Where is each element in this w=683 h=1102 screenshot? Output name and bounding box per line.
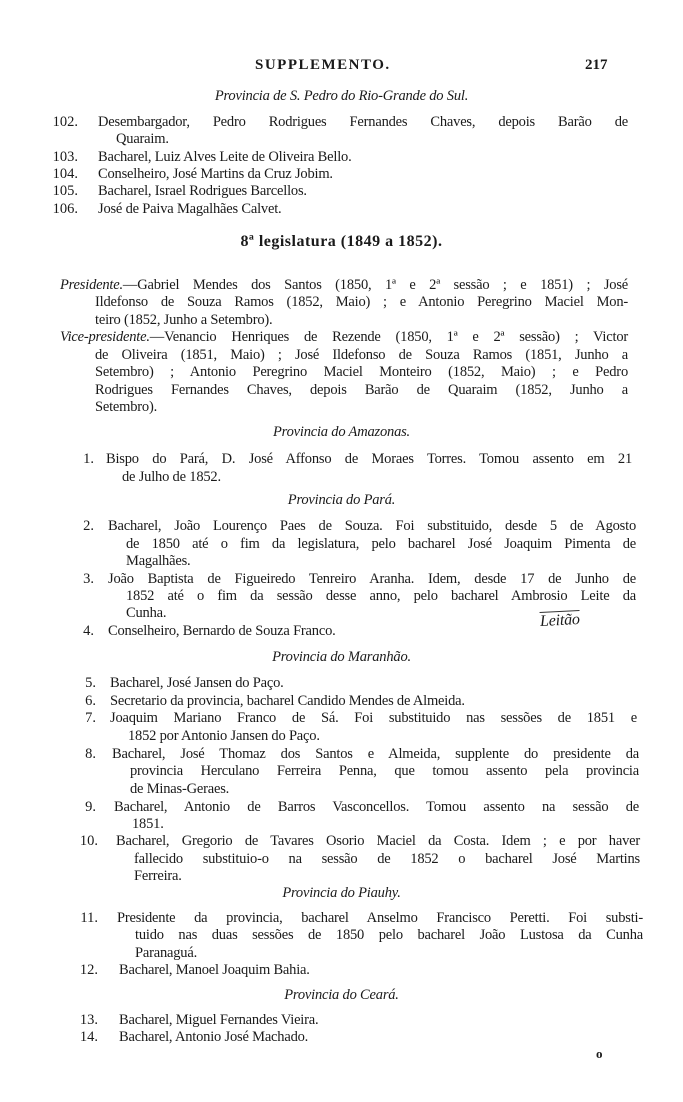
entry-text: de Minas-Geraes. [130, 781, 230, 797]
legislature-heading: 8ª legislatura (1849 a 1852). [240, 233, 443, 250]
president-text: —Gabriel Mendes dos Santos (1850, 1ª e 2ª sessão ; e 1851) ; José [122, 277, 628, 293]
president-text: Ildefonso de Souza Ramos (1852, Maio) ; e Antonio Peregrino Maciel Mon- [95, 294, 628, 310]
entry-text: Presidente da provincia, bacharel Anselmo Francisco Peretti. Foi substi- [117, 910, 643, 926]
entry-text: Bispo do Pará, D. José Affonso de Moraes Torres. Tomou assento em 21 [106, 451, 632, 467]
page-number: 217 [585, 57, 608, 73]
section-heading: Provincia do Maranhão. [272, 649, 411, 665]
entry-text: 1852 até o fim da sessão desse anno, pelo bacharel Ambrosio Leite da [126, 588, 636, 604]
entry-number: 6. [85, 693, 96, 709]
entry-text: Bacharel, José Thomaz dos Santos e Almeida, supplente do presidente da [112, 746, 639, 762]
entry-text: Conselheiro, Bernardo de Souza Franco. [108, 623, 336, 639]
section-heading: Provincia do Ceará. [284, 987, 399, 1003]
entry-text: Ferreira. [134, 868, 182, 884]
entry-number: 5. [85, 675, 96, 691]
vice-president-text: —Venancio Henriques de Rezende (1850, 1ª e 2ª sessão) ; Victor [149, 329, 628, 345]
vice-president-text: Rodrigues Fernandes Chaves, depois Barão de Quaraim (1852, Junho a [95, 382, 628, 398]
president-text: teiro (1852, Junho a Setembro). [95, 312, 273, 328]
president-line [60, 276, 628, 294]
entry-text: fallecido substituio-o na sessão de 1852 o bacharel José Martins [134, 851, 640, 867]
entry-number: 10. [79, 833, 98, 849]
entry-text: Secretario da provincia, bacharel Candido Mendes de Almeida. [110, 693, 465, 709]
entry-number: 103. [52, 149, 78, 165]
entry-number: 12. [79, 962, 98, 978]
entry-text: Bacharel, Miguel Fernandes Vieira. [119, 1012, 319, 1028]
entry-number: 2. [83, 518, 94, 534]
entry-number: 9. [85, 799, 96, 815]
entry-text: Bacharel, Manoel Joaquim Bahia. [119, 962, 310, 978]
entry-text: tuido nas duas sessões de 1850 pelo bacharel João Lustosa da Cunha [135, 927, 643, 943]
running-title: SUPPLEMENTO. [255, 57, 391, 73]
entry-text: Bacharel, Israel Rodrigues Barcellos. [98, 183, 307, 199]
vice-president-line [60, 328, 628, 346]
entry-text: 1851. [132, 816, 164, 832]
entry-number: 14. [79, 1029, 98, 1045]
entry-number: 102. [52, 114, 78, 130]
entry-text: Bacharel, José Jansen do Paço. [110, 675, 284, 691]
vice-president-text: de Oliveira (1851, Maio) ; José Ildefonso de Souza Ramos (1851, Junho a [95, 347, 628, 363]
entry-text: Bacharel, João Lourenço Paes de Souza. Foi substituido, desde 5 de Agosto [108, 518, 636, 534]
entry-text: de 1850 até o fim da legislatura, pelo bacharel José Joaquim Pimenta de [126, 536, 636, 552]
entry-text: Bacharel, Gregorio de Tavares Osorio Maciel da Costa. Idem ; e por haver [116, 833, 640, 849]
entry-number: 3. [83, 571, 94, 587]
entry-text: de Julho de 1852. [122, 469, 221, 485]
vice-president-text: Setembro). [95, 399, 158, 415]
entry-text: Bacharel, Antonio de Barros Vasconcellos. Tomou assento na sessão de [114, 799, 639, 815]
entry-number: 4. [83, 623, 94, 639]
entry-text: Bacharel, Antonio José Machado. [119, 1029, 309, 1045]
section-heading: Provincia do Amazonas. [273, 424, 410, 440]
entry-text: 1852 por Antonio Jansen do Paço. [128, 728, 320, 744]
president-label: Presidente. [60, 277, 123, 293]
entry-number: 13. [79, 1012, 98, 1028]
entry-number: 106. [52, 201, 78, 217]
section-heading: Provincia do Pará. [287, 492, 396, 508]
entry-number: 11. [80, 910, 98, 926]
signature-mark: o [596, 1046, 603, 1061]
entry-number: 104. [52, 166, 78, 182]
entry-number: 1. [83, 451, 94, 467]
vice-president-text: Setembro) ; Antonio Peregrino Maciel Monteiro (1852, Maio) ; e Pedro [95, 364, 628, 380]
entry-text: provincia Herculano Ferreira Penna, que tomou assento pela provincia [130, 763, 639, 779]
entry-number: 105. [52, 183, 78, 199]
entry-text: Paranaguá. [135, 945, 198, 961]
entry-text: Joaquim Mariano Franco de Sá. Foi substituido nas sessões de 1851 e [110, 710, 637, 726]
section-heading: Provincia de S. Pedro do Rio-Grande do Sul. [214, 88, 469, 104]
entry-text: Bacharel, Luiz Alves Leite de Oliveira Bello. [98, 149, 352, 165]
entry-number: 8. [85, 746, 96, 762]
entry-text: Conselheiro, José Martins da Cruz Jobim. [98, 166, 333, 182]
section-heading: Provincia do Piauhy. [282, 885, 401, 901]
handwritten-annotation: Leitão [539, 610, 581, 631]
entry-text: Desembargador, Pedro Rodrigues Fernandes Chaves, depois Barão de [98, 114, 628, 130]
entry-text: João Baptista de Figueiredo Tenreiro Aranha. Idem, desde 17 de Junho de [108, 571, 636, 587]
entry-text: Magalhães. [126, 553, 191, 569]
entry-text: Cunha. [126, 605, 167, 621]
entry-text: Quaraim. [116, 131, 169, 147]
entry-number: 7. [85, 710, 96, 726]
vice-president-label: Vice-presidente. [60, 329, 150, 345]
entry-text: José de Paiva Magalhães Calvet. [98, 201, 282, 217]
